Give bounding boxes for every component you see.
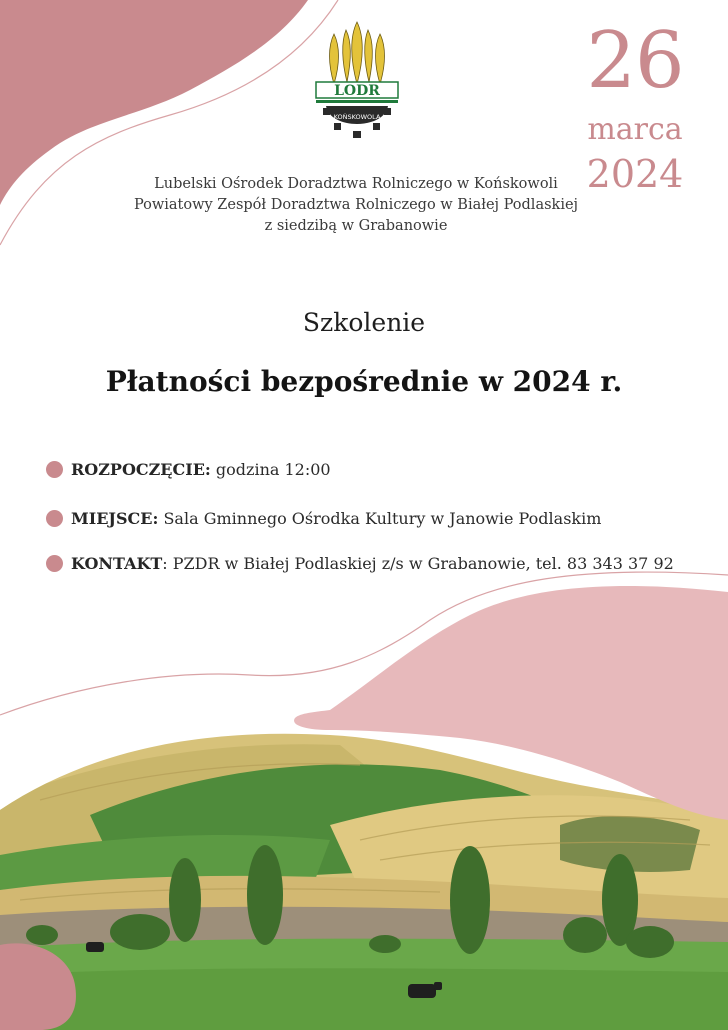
date-year: 2024 (586, 152, 684, 196)
detail-start (46, 459, 716, 481)
event-title: Płatności bezpośrednie w 2024 r. (105, 365, 623, 398)
detail-start-value: godzina 12:00 (210, 460, 331, 479)
logo-acronym: LODR (334, 83, 380, 99)
date-day: 26 (586, 16, 684, 106)
detail-place-value: Sala Gminnego Ośrodka Kultury w Janowie Podlaskim (158, 509, 602, 528)
landscape-illustration (0, 570, 728, 1030)
bullet-dot-icon (46, 461, 63, 478)
organizer-block (100, 174, 612, 237)
logo-ring-text: KOŃSKOWOLA (333, 113, 381, 121)
detail-contact (46, 553, 716, 575)
lodr-wheat-logo (312, 18, 402, 140)
detail-place (46, 508, 716, 530)
bullet-dot-icon (46, 555, 63, 572)
bullet-dot-icon (46, 510, 63, 527)
date-month: marca (587, 112, 683, 147)
detail-place-label: MIEJSCE: (71, 509, 159, 528)
detail-contact-label: KONTAKT (71, 554, 163, 573)
detail-start-label: ROZPOCZĘCIE: (71, 460, 211, 479)
event-kind: Szkolenie (302, 308, 426, 337)
organizer-line-3: z siedzibą w Grabanowie (264, 218, 448, 234)
organizer-line-1: Lubelski Ośrodek Doradztwa Rolniczego w Końskowoli (154, 176, 558, 192)
detail-contact-value: : PZDR w Białej Podlaskiej z/s w Grabanowie, tel. 83 343 37 92 (162, 554, 674, 573)
organizer-line-2: Powiatowy Zespół Doradztwa Rolniczego w Białej Podlaskiej (133, 197, 579, 213)
